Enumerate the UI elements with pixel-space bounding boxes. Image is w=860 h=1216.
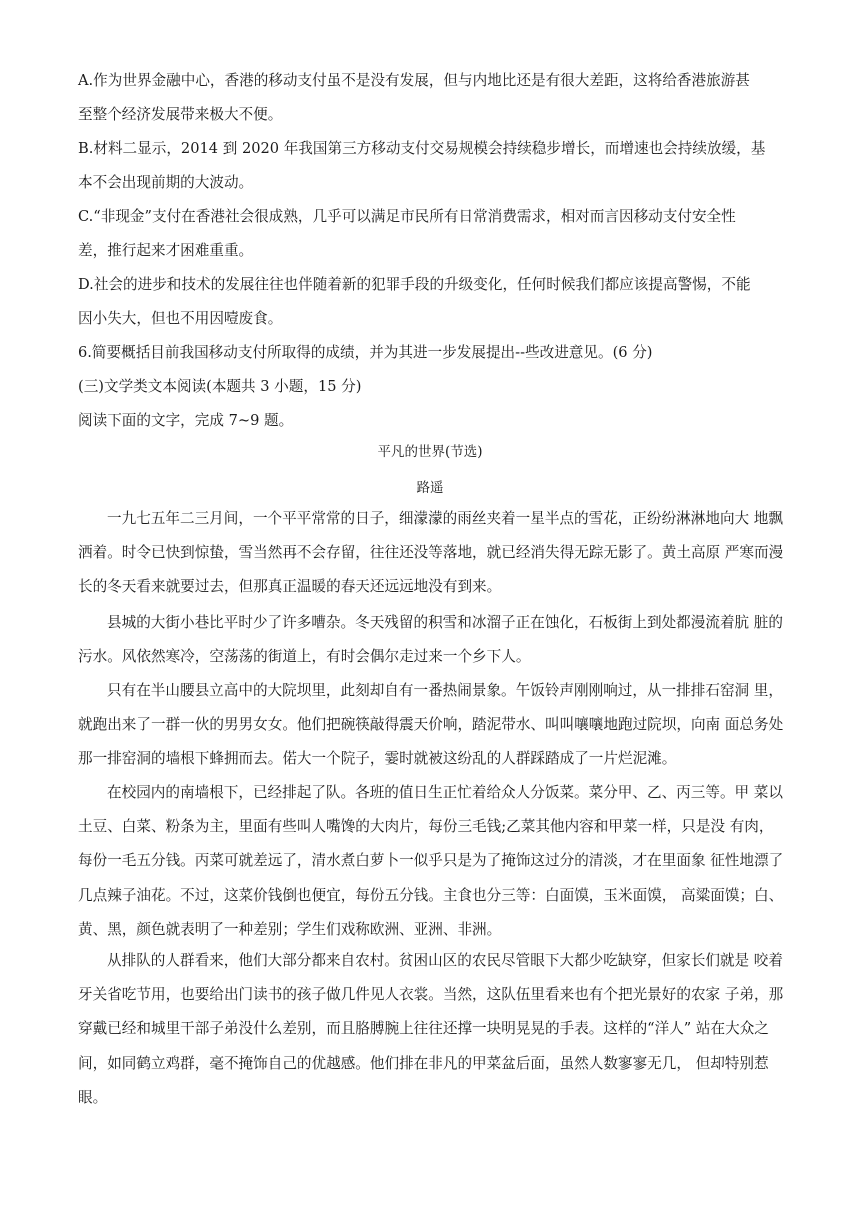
paragraph-line: 里，就跑出来了一群一伙的男男女女。他们把碗筷敲得震天价响，踏泥带水、叫叫嚷嚷地跑过院坝，向南 bbox=[78, 682, 783, 734]
paragraph-line: 有肉，每份一毛五分钱。丙菜可就差远了，清水煮白萝卜一似乎只是为了掩饰这过分的清淡，才在里面象 bbox=[78, 818, 774, 870]
option-d-line-2: 因小失大，但也不用因噎废食。 bbox=[78, 310, 283, 327]
paragraph-line: 咬着牙关省吃节用，也要给出门读书的孩子做几件见人衣裳。当然，这队伍里看来也有个把光景好的农家 bbox=[78, 952, 783, 1004]
paragraph-3 bbox=[78, 674, 786, 777]
paragraph-line: 只有在半山腰县立高中的大院坝里，此刻却自有一番热闹景象。午饭铃声刚刚响过，从一排排石窑洞 bbox=[107, 682, 750, 699]
paragraph-line: 从排队的人群看来，他们大部分都来自农村。贫困山区的农民尽管眼下大都少吃缺穿，但家长们就是 bbox=[107, 952, 750, 969]
option-c-line-2: 差，推行起来才困难重重。 bbox=[78, 242, 254, 259]
paragraph-line: 但却特别惹眼。 bbox=[78, 1054, 769, 1106]
paragraph-line: 征性地漂了几点辣子油花。不过，这菜价钱倒也便宜，每份五分钱。主食也分三等：白面馍，玉米面馍， bbox=[78, 852, 784, 904]
paragraph-line: 一九七五年二三月间，一个平平常常的日子，细濛濛的雨丝夹着一星半点的雪花，正纷纷淋淋地向大 bbox=[107, 510, 750, 527]
question-section bbox=[78, 64, 786, 438]
paragraph-line: 站在大众之间，如同鹤立鸡群，毫不掩饰自己的优越感。他们排在非凡的甲菜盆后面，虽然人数寥寥无几， bbox=[78, 1020, 769, 1072]
paragraph-line: 在校园内的南墙根下，已经排起了队。各班的值日生正忙着给众人分饭菜。菜分甲、乙、丙三等。甲 bbox=[107, 784, 750, 801]
passage-author: 路遥 bbox=[416, 480, 444, 496]
option-a-line-1: A.作为世界金融中心，香港的移动支付虽不是没有发展，但与内地比还是有很大差距，这将给香港旅游甚 bbox=[78, 72, 750, 89]
paragraph-line: 严寒而漫长的冬天看来就要过去，但那真正温暖的春天还远远地没有到来。 bbox=[78, 544, 784, 596]
paragraph-line: 菜以土豆、白菜、粉条为主，里面有些叫人嘴馋的大肉片，每份三毛钱;乙菜其他内容和甲菜一样，只是没 bbox=[78, 784, 783, 836]
paragraph-1 bbox=[78, 502, 786, 605]
reading-instruction: 阅读下面的文字，完成 7~9 题。 bbox=[78, 412, 294, 429]
option-b-line-1: B.材料二显示，2014 到 2020 年我国第三方移动支付交易规模会持续稳步增长，而增速也会持续放缓，基 bbox=[78, 140, 766, 157]
paragraph-line: 地飘洒着。时令已快到惊蛰，雪当然再不会存留，往往还没等落地，就已经消失得无踪无影了。黄土高原 bbox=[78, 510, 783, 562]
section-heading: (三)文学类文本阅读(本题共 3 小题，15 分) bbox=[78, 378, 362, 395]
option-a-line-2: 至整个经济发展带来极大不便。 bbox=[78, 106, 283, 123]
paragraph-2 bbox=[78, 606, 786, 674]
paragraph-line: 高粱面馍；白、黄、黑，颜色就表明了一种差别；学生们戏称欧洲、亚洲、非洲。 bbox=[78, 886, 784, 938]
question-6: 6.简要概括目前我国移动支付所取得的成绩，并为其进一步发展提出--些改进意见。(6 分) bbox=[78, 344, 653, 361]
paragraph-line: 县城的大街小巷比平时少了许多嘈杂。冬天残留的积雪和冰溜子正在蚀化，石板街上到处都漫流着肮 bbox=[107, 614, 750, 631]
paragraph-5 bbox=[78, 944, 786, 1115]
option-d-line-1: D.社会的进步和技术的发展往往也伴随着新的犯罪手段的升级变化，任何时候我们都应该提高警惕，不能 bbox=[78, 276, 751, 293]
option-b-line-2: 本不会出现前期的大波动。 bbox=[78, 174, 254, 191]
paragraph-line: 子弟，那穿戴已经和城里干部子弟没什么差别，而且胳膊腕上往往还撑一块明晃晃的手表。这样的“洋人” bbox=[78, 986, 784, 1038]
option-c-line-1: C.“非现金”支付在香港社会很成熟，几乎可以满足市民所有日常消费需求，相对而言因移动支付安全性 bbox=[78, 208, 736, 225]
paragraph-line: 脏的污水。风依然寒冷，空荡荡的街道上，有时会偶尔走过来一个乡下人。 bbox=[78, 614, 783, 666]
paragraph-4 bbox=[78, 776, 786, 947]
paragraph-line: 面总务处那一排窑洞的墙根下蜂拥而去。偌大一个院子，霎时就被这纷乱的人群踩踏成了一片烂泥滩。 bbox=[78, 716, 784, 768]
passage-title: 平凡的世界(节选) bbox=[377, 444, 483, 460]
